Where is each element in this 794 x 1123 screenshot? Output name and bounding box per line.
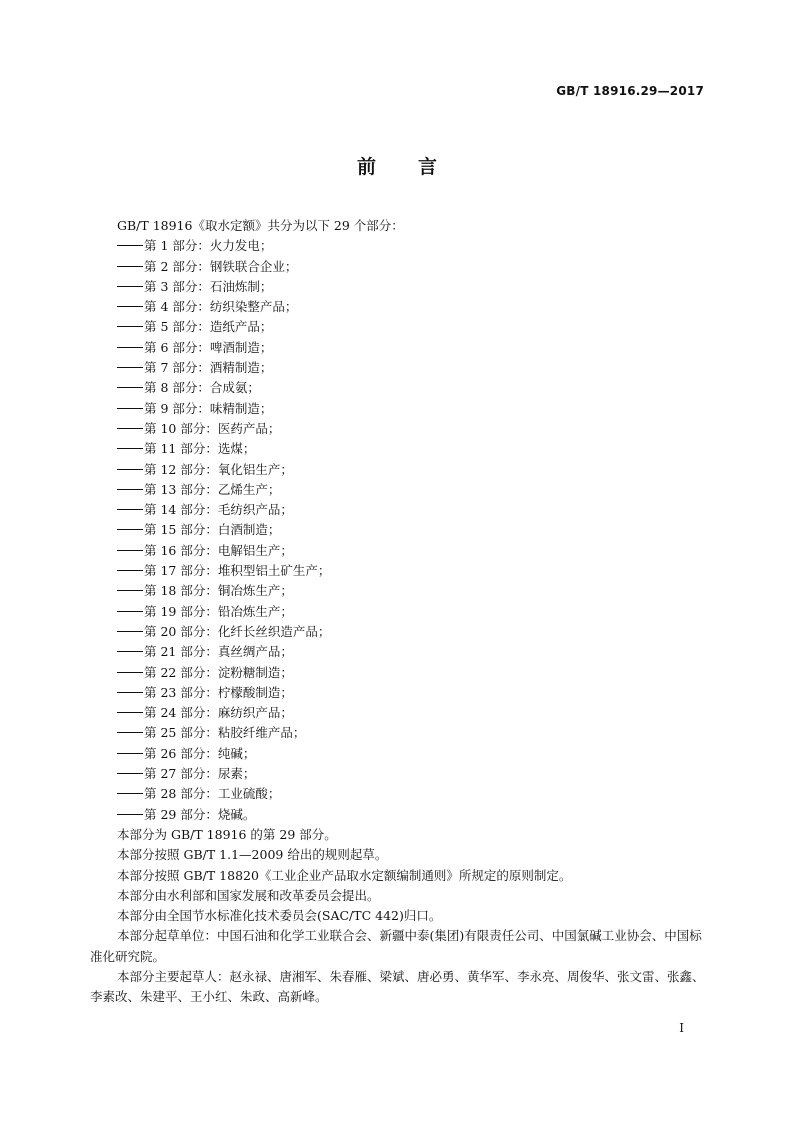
part-item (90, 642, 710, 662)
part-label: 第 19 部分：铅冶炼生产； (144, 603, 293, 619)
part-label: 第 18 部分：铜冶炼生产； (144, 583, 293, 599)
paragraph-list (90, 825, 710, 1008)
part-item (90, 520, 710, 540)
dash-mark (117, 489, 143, 490)
dash-mark (117, 428, 143, 429)
dash-mark (117, 266, 143, 267)
part-item (90, 541, 710, 561)
dash-mark (117, 550, 143, 551)
part-label: 第 23 部分：柠檬酸制造； (144, 684, 293, 700)
dash-mark (117, 590, 143, 591)
body-paragraph: 本部分按照 GB/T 18820《工业企业产品取水定额编制通则》所规定的原则制定。 (117, 867, 572, 883)
part-label: 第 2 部分：钢铁联合企业； (144, 258, 298, 274)
body-paragraph: 本部分由全国节水标准化技术委员会(SAC/TC 442)归口。 (117, 908, 442, 924)
page-title: 前言 (356, 156, 479, 178)
part-label: 第 8 部分：合成氨； (144, 380, 260, 396)
dash-mark (117, 651, 143, 652)
part-label: 第 7 部分：酒精制造； (144, 360, 273, 376)
part-item (90, 581, 710, 601)
part-item (90, 561, 710, 581)
part-item (90, 663, 710, 683)
part-label: 第 24 部分：麻纺织产品； (144, 705, 293, 721)
dash-mark (117, 793, 143, 794)
part-label: 第 27 部分：尿素； (144, 766, 256, 782)
part-item (90, 419, 710, 439)
dash-mark (117, 570, 143, 571)
part-item (90, 602, 710, 622)
part-item (90, 500, 710, 520)
part-label: 第 12 部分：氧化铝生产； (144, 461, 293, 477)
dash-mark (117, 712, 143, 713)
dash-mark (117, 529, 143, 530)
body-paragraph: 本部分起草单位：中国石油和化学工业联合会、新疆中泰(集团)有限责任公司、中国氯碱工业协会、中国标准化研究院。 (90, 928, 702, 964)
part-item (90, 236, 710, 256)
dash-mark (117, 509, 143, 510)
document-body (90, 216, 710, 1008)
part-label: 第 25 部分：粘胶纤维产品； (144, 725, 306, 741)
part-label: 第 29 部分：烧碱。 (144, 806, 256, 822)
part-label: 第 4 部分：纺织染整产品； (144, 299, 298, 315)
part-label: 第 28 部分：工业硫酸； (144, 786, 281, 802)
dash-mark (117, 631, 143, 632)
page-number: I (679, 1021, 684, 1035)
dash-mark (117, 753, 143, 754)
dash-mark (117, 387, 143, 388)
dash-mark (117, 408, 143, 409)
part-label: 第 13 部分：乙烯生产； (144, 481, 281, 497)
part-label: 第 11 部分：选煤； (144, 441, 256, 457)
part-item (90, 399, 710, 419)
part-item (90, 764, 710, 784)
body-paragraph: 本部分主要起草人：赵永禄、唐湘军、朱春雁、梁斌、唐必勇、黄华军、李永亮、周俊华、张文雷、张鑫、李素改、朱建平、王小红、朱政、高新峰。 (90, 968, 705, 1005)
dash-mark (117, 286, 143, 287)
part-label: 第 5 部分：造纸产品； (144, 319, 273, 335)
dash-mark (117, 773, 143, 774)
body-paragraph: 本部分为 GB/T 18916 的第 29 部分。 (117, 826, 337, 842)
part-item (90, 297, 710, 317)
dash-mark (117, 672, 143, 673)
dash-mark (117, 469, 143, 470)
intro-text: GB/T 18916《取水定额》共分为以下 29 个部分： (117, 218, 404, 233)
part-item (90, 784, 710, 804)
dash-mark (117, 692, 143, 693)
part-item (90, 439, 710, 459)
part-label: 第 14 部分：毛纺织产品； (144, 502, 293, 518)
part-item (90, 277, 710, 297)
parts-list (90, 236, 710, 825)
part-item (90, 622, 710, 642)
dash-mark (117, 448, 143, 449)
standard-code: GB/T 18916.29—2017 (556, 84, 704, 98)
part-label: 第 20 部分：化纤长丝织造产品； (144, 623, 331, 639)
body-paragraph: 本部分由水利部和国家发展和改革委员会提出。 (117, 887, 380, 903)
dash-mark (117, 326, 143, 327)
dash-mark (117, 306, 143, 307)
dash-mark (117, 814, 143, 815)
part-label: 第 9 部分：味精制造； (144, 400, 273, 416)
part-item (90, 460, 710, 480)
part-label: 第 1 部分：火力发电； (144, 238, 273, 254)
part-item (90, 338, 710, 358)
part-item (90, 257, 710, 277)
part-item (90, 744, 710, 764)
part-label: 第 6 部分：啤酒制造； (144, 339, 273, 355)
part-item (90, 723, 710, 743)
part-label: 第 16 部分：电解铝生产； (144, 542, 293, 558)
part-label: 第 3 部分：石油炼制； (144, 278, 273, 294)
part-label: 第 22 部分：淀粉糖制造； (144, 664, 293, 680)
part-label: 第 15 部分：白酒制造； (144, 522, 281, 538)
part-item (90, 378, 710, 398)
dash-mark (117, 367, 143, 368)
part-item (90, 683, 710, 703)
part-label: 第 10 部分：医药产品； (144, 420, 281, 436)
dash-mark (117, 245, 143, 246)
part-label: 第 21 部分：真丝绸产品； (144, 644, 293, 660)
dash-mark (117, 732, 143, 733)
dash-mark (117, 611, 143, 612)
part-item (90, 703, 710, 723)
part-item (90, 480, 710, 500)
part-label: 第 17 部分：堆积型铝土矿生产； (144, 563, 331, 579)
part-item (90, 805, 710, 825)
dash-mark (117, 347, 143, 348)
body-paragraph: 本部分按照 GB/T 1.1—2009 给出的规则起草。 (117, 847, 388, 863)
part-item (90, 358, 710, 378)
part-item (90, 317, 710, 337)
part-label: 第 26 部分：纯碱； (144, 745, 256, 761)
